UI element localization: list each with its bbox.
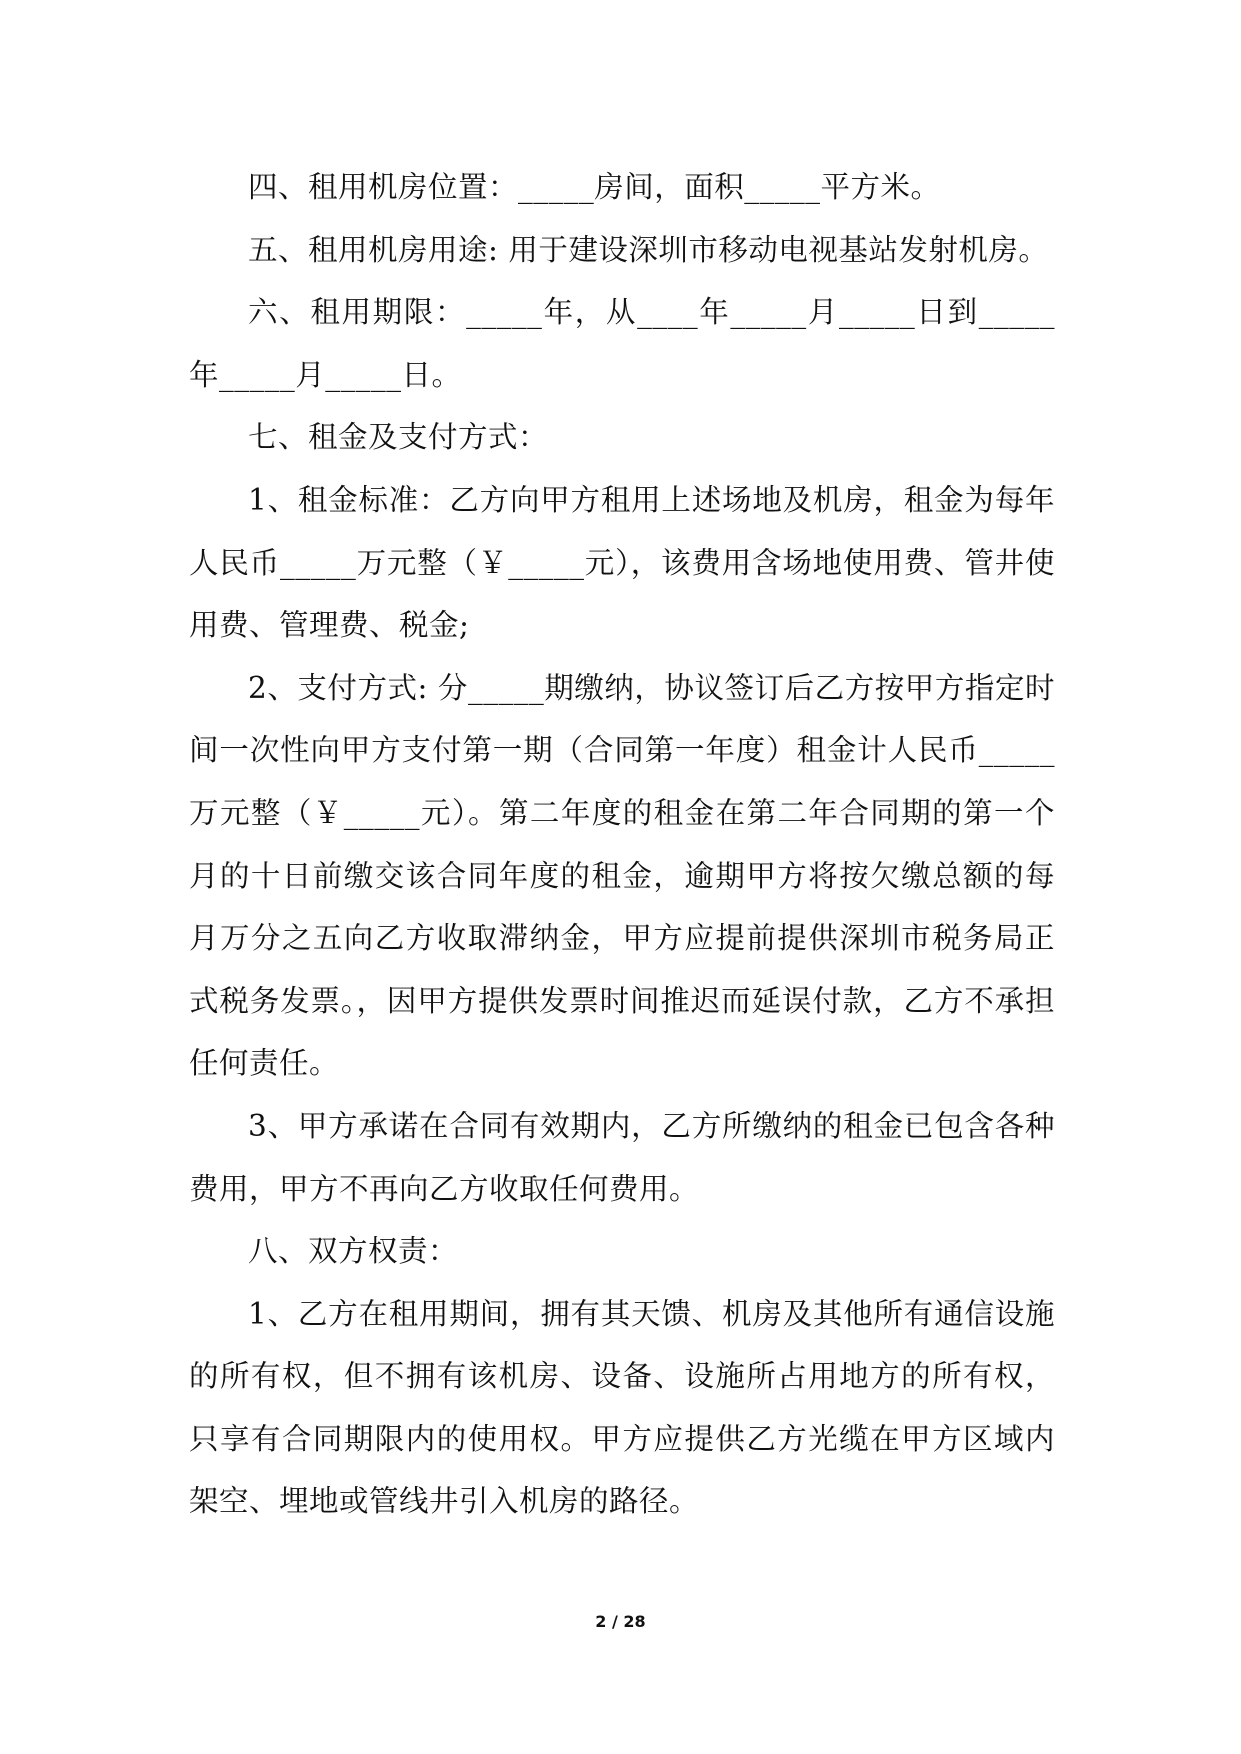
paragraph-room-location: 四、租用机房位置：_____房间，面积_____平方米。 — [248, 170, 941, 204]
paragraph-rent-standard: 1、租金标准：乙方向甲方租用上述场地及机房，租金为每年人民币_____万元整（￥_____元），该费用含场地使用费、管井使用费、管理费、税金; — [189, 482, 1055, 643]
section-heading-rights-duties: 八、双方权责： — [248, 1234, 459, 1269]
paragraph-lease-term: 六、租用期限：_____年，从____年_____月_____日到_____年_____月_____日。 — [189, 295, 1055, 392]
page-number: 2 / 28 — [595, 1612, 646, 1631]
document-body — [189, 156, 1055, 1533]
paragraph-ownership-rights: 1、乙方在租用期间，拥有其天馈、机房及其他所有通信设施的所有权，但不拥有该机房、设备、设施所占用地方的所有权，只享有合同期限内的使用权。甲方应提供乙方光缆在甲方区域内架空、埋地或管线井引入机房的路径。 — [189, 1296, 1055, 1519]
paragraph-room-purpose: 五、租用机房用途: 用于建设深圳市移动电视基站发射机房。 — [248, 232, 1049, 267]
paragraph-fee-commitment: 3、甲方承诺在合同有效期内，乙方所缴纳的租金已包含各种费用，甲方不再向乙方收取任何费用。 — [189, 1108, 1055, 1206]
section-heading-rent-payment: 七、租金及支付方式： — [248, 420, 549, 455]
paragraph-payment-method: 2、支付方式: 分_____期缴纳，协议签订后乙方按甲方指定时间一次性向甲方支付第一期（合同第一年度）租金计人民币_____万元整（￥_____元）。第二年度的租金在第二年合同期的第一个月的十日前缴交该合同年度的租金，逾期甲方将按欠缴总额的每月万分之五向乙方收取滞纳金，甲方应提前提供深圳市税务局正式税务发票。，因甲方提供发票时间推迟而延误付款，乙方不承担任何责任。 — [189, 670, 1055, 1081]
